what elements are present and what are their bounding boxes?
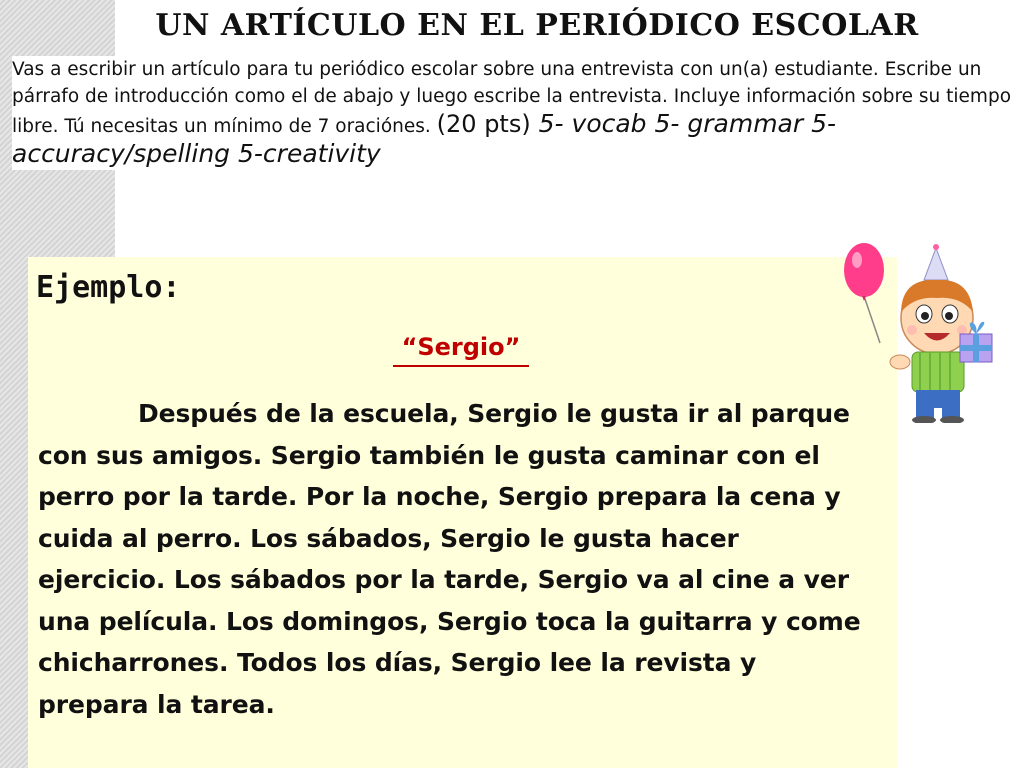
example-paragraph: [38, 393, 868, 725]
points-label: (20 pts): [436, 110, 531, 138]
example-heading: Ejemplo:: [36, 270, 181, 305]
page-title: UN ARTÍCULO EN EL PERIÓDICO ESCOLAR: [155, 8, 919, 43]
instructions: [12, 56, 1022, 170]
instructions-text: Vas a escribir un artículo para tu periódico escolar sobre una entrevista con un(a) estudiante. Escribe un párrafo de introducción como el de abajo y luego escribe la entrevista. Incluye información sobre su tiempo libre. Tú necesitas un mínimo de 7 oraciónes.: [12, 59, 1012, 137]
rubric-text: 5- vocab 5- grammar 5- accuracy/spelling 5-creativity: [12, 109, 837, 168]
party-hat-icon: [924, 248, 948, 280]
birthday-boy-illustration: [840, 238, 1000, 423]
example-paragraph-text: Después de la escuela, Sergio le gusta ir al parque con sus amigos. Sergio también le gusta caminar con el perro por la tarde. Por la noche, Sergio prepara la cena y cuida al perro. Los sábados, Sergio le gusta hacer ejercicio. Los sábados por la tarde, Sergio va al cine a ver una película. Los domingos, Sergio toca la guitarra y come chicharrones. Todos los días, Sergio lee la revista y prepara la tarea.: [38, 399, 861, 719]
example-article-title: “Sergio”: [393, 333, 529, 367]
balloon-icon: [844, 243, 884, 297]
